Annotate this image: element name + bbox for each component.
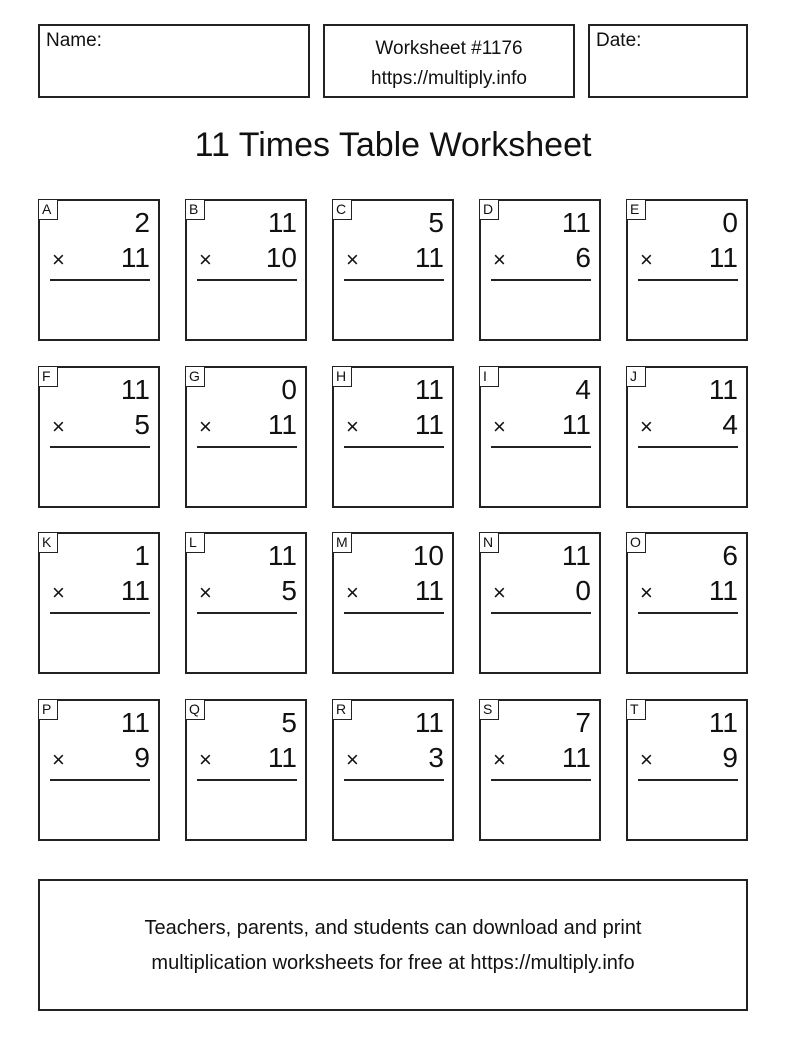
multiplicand: 11 — [120, 707, 150, 738]
multiplier: 11 — [267, 409, 297, 440]
multiplicand: 11 — [561, 207, 591, 238]
answer-line — [344, 779, 444, 781]
problem-card — [626, 366, 748, 508]
multiplier: 11 — [120, 242, 150, 273]
problem-card — [479, 366, 601, 508]
answer-line — [638, 612, 738, 614]
problem-card — [38, 366, 160, 508]
multiplicand: 11 — [267, 207, 297, 238]
multiplier: 5 — [281, 575, 297, 606]
multiplier: 4 — [722, 409, 738, 440]
problem-card — [626, 532, 748, 674]
problem-card — [626, 199, 748, 341]
multiplier: 11 — [414, 242, 444, 273]
multiplier: 11 — [561, 742, 591, 773]
multiplier: 10 — [265, 242, 297, 273]
problem-card — [185, 532, 307, 674]
answer-line — [638, 279, 738, 281]
problem-letter: N — [479, 532, 499, 553]
multiplicand: 5 — [428, 207, 444, 238]
multiplicand: 11 — [120, 374, 150, 405]
problem-letter: H — [332, 366, 352, 387]
problem-card — [332, 366, 454, 508]
multiplicand: 11 — [561, 540, 591, 571]
times-sign: × — [199, 580, 212, 605]
problem-letter: M — [332, 532, 352, 553]
problem-letter: T — [626, 699, 646, 720]
problem-letter: R — [332, 699, 352, 720]
problem-letter: G — [185, 366, 205, 387]
times-sign: × — [52, 747, 65, 772]
worksheet-info-box — [323, 24, 575, 98]
problem-card — [332, 699, 454, 841]
answer-line — [491, 779, 591, 781]
multiplicand: 1 — [134, 540, 150, 571]
multiplier: 11 — [708, 242, 738, 273]
answer-line — [50, 779, 150, 781]
multiplicand: 11 — [708, 374, 738, 405]
multiplicand: 5 — [281, 707, 297, 738]
answer-line — [491, 446, 591, 448]
answer-line — [197, 279, 297, 281]
problem-letter: C — [332, 199, 352, 220]
multiplier: 11 — [414, 409, 444, 440]
answer-line — [344, 446, 444, 448]
problem-letter: S — [479, 699, 499, 720]
problem-card — [185, 366, 307, 508]
multiplier: 5 — [134, 409, 150, 440]
multiplicand: 0 — [722, 207, 738, 238]
footer-box — [38, 879, 748, 1011]
name-field-box — [38, 24, 310, 98]
multiplicand: 2 — [134, 207, 150, 238]
problem-letter: Q — [185, 699, 205, 720]
answer-line — [344, 279, 444, 281]
times-sign: × — [346, 580, 359, 605]
multiplicand: 7 — [575, 707, 591, 738]
problem-card — [185, 199, 307, 341]
problem-card — [479, 199, 601, 341]
times-sign: × — [493, 247, 506, 272]
answer-line — [638, 779, 738, 781]
footer-line-1: Teachers, parents, and students can download and print — [144, 917, 642, 939]
problem-letter: D — [479, 199, 499, 220]
answer-line — [344, 612, 444, 614]
worksheet-url: https://multiply.info — [371, 68, 527, 89]
problem-letter: O — [626, 532, 646, 553]
problem-letter: L — [185, 532, 205, 553]
multiplicand: 11 — [414, 707, 444, 738]
multiplier: 11 — [267, 742, 297, 773]
problem-letter: I — [479, 366, 499, 387]
page-title: 11 Times Table Worksheet — [194, 126, 592, 164]
problem-letter: K — [38, 532, 58, 553]
multiplier: 9 — [134, 742, 150, 773]
answer-line — [491, 279, 591, 281]
multiplier: 11 — [561, 409, 591, 440]
times-sign: × — [640, 580, 653, 605]
name-label: Name: — [46, 30, 102, 51]
times-sign: × — [493, 747, 506, 772]
answer-line — [638, 446, 738, 448]
answer-line — [50, 279, 150, 281]
times-sign: × — [199, 747, 212, 772]
problem-letter: B — [185, 199, 205, 220]
multiplicand: 0 — [281, 374, 297, 405]
date-field-box — [588, 24, 748, 98]
multiplier: 9 — [722, 742, 738, 773]
problem-letter: J — [626, 366, 646, 387]
problem-letter: E — [626, 199, 646, 220]
multiplicand: 11 — [267, 540, 297, 571]
problem-letter: A — [38, 199, 58, 220]
answer-line — [491, 612, 591, 614]
problem-card — [479, 532, 601, 674]
problem-letter: P — [38, 699, 58, 720]
problem-card — [38, 699, 160, 841]
problem-card — [332, 199, 454, 341]
problem-card — [38, 532, 160, 674]
answer-line — [197, 446, 297, 448]
times-sign: × — [52, 580, 65, 605]
multiplicand: 4 — [575, 374, 591, 405]
multiplier: 0 — [575, 575, 591, 606]
problem-card — [626, 699, 748, 841]
problem-card — [38, 199, 160, 341]
answer-line — [50, 612, 150, 614]
times-sign: × — [640, 747, 653, 772]
answer-line — [50, 446, 150, 448]
times-sign: × — [52, 414, 65, 439]
multiplicand: 6 — [722, 540, 738, 571]
multiplicand: 10 — [412, 540, 444, 571]
answer-line — [197, 779, 297, 781]
multiplier: 11 — [708, 575, 738, 606]
times-sign: × — [346, 414, 359, 439]
times-sign: × — [52, 247, 65, 272]
multiplier: 3 — [428, 742, 444, 773]
times-sign: × — [199, 247, 212, 272]
times-sign: × — [346, 747, 359, 772]
problem-letter: F — [38, 366, 58, 387]
times-sign: × — [493, 414, 506, 439]
date-label: Date: — [596, 30, 642, 51]
times-sign: × — [199, 414, 212, 439]
times-sign: × — [640, 247, 653, 272]
multiplicand: 11 — [414, 374, 444, 405]
footer-line-2: multiplication worksheets for free at https://multiply.info — [151, 952, 635, 974]
problem-card — [332, 532, 454, 674]
problem-card — [479, 699, 601, 841]
answer-line — [197, 612, 297, 614]
multiplier: 11 — [414, 575, 444, 606]
worksheet-number: Worksheet #1176 — [375, 38, 523, 59]
times-sign: × — [640, 414, 653, 439]
multiplier: 11 — [120, 575, 150, 606]
times-sign: × — [493, 580, 506, 605]
multiplier: 6 — [575, 242, 591, 273]
times-sign: × — [346, 247, 359, 272]
multiplicand: 11 — [708, 707, 738, 738]
problem-card — [185, 699, 307, 841]
